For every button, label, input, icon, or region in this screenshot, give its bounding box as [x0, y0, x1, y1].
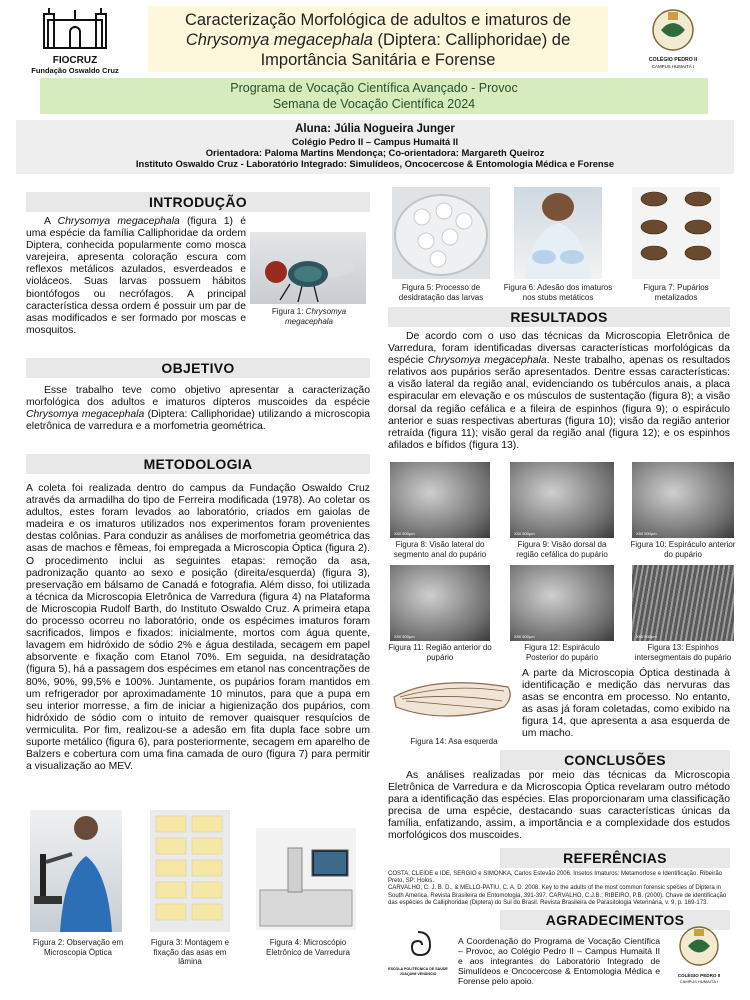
cp-logo-campus: CAMPUS HUMAITÁ I	[651, 64, 695, 69]
method-heading: METODOLOGIA	[26, 454, 370, 474]
fig8-caption: Figura 8: Visão lateral do segmento anal do pupário	[393, 540, 487, 559]
fig7-caption: Figura 7: Pupários metalizados	[643, 283, 709, 302]
method-text: A coleta foi realizada dentro do campus da Fundação Oswaldo Cruz através da armadilha do tipo de Ferreira modificada (1978). Ao coletar os adultos, estes foram levados ao laboratório, criados em gaiolas de madeira e os imaturos utilizados nos experimentos foram provenientes destas colônias. Para conduzir as análises de morfometria geométrica das asas de machos e fêmeas, foi empregada a Microscopia Óptica (figura 2). O procedimento inclui as seguintes etapas: remoção da asa, padronização quanto ao sexo e posição (direita/esquerda) (figura 3), preservação em bálsamo de Canadá e fotografia. Além disso, foi utilizada a técnica da Microscopia Eletrônica de Varredura (figura 4) na Plataforma de Microscopia Rudolf Barth, do Instituto Oswaldo Cruz. A primeira etapa do processo ocorreu no laboratório, onde os espécimes imaturos foram sacrificados, limpos e fixados: inicialmente, mortos com água quente, lavagem em hidróxido de sódio 2% e água destilada, secagem em papel absorvente e fixação com Etanol 70%. Em seguida, na desidratação (figura 5), há a passagem dos espécimes em etanol nas concentrações de 80%, 90%, 99,5% e 100%. Juntamente, os pupários foram mantidos em um refrigerador por aproximadamente 10 minutos, para que a pupa em seu interior morresse, a fim de iniciar a higienização dos pupários, com hidróxido de sódio com o intuito de remover quaisquer resquícios de vermiculita. Por fim, realizou-se a adesão em fita dupla face sobre um suporte metálico (figura 6), para posteriormente, secagem em aparelho de Balzers e cobertura com uma fina camada de ouro (figura 7) para permitir a visualização ao MEV.	[26, 483, 370, 773]
fig13-sem-image	[632, 565, 734, 641]
fig10-sem-image	[632, 462, 734, 538]
references-heading: REFERÊNCIAS	[500, 848, 730, 868]
gloved-hands-icon	[514, 187, 602, 279]
petri-dish-icon	[392, 187, 490, 279]
fig10-scale: X50 500μm	[636, 531, 657, 536]
fig7-puparia-photo	[632, 187, 720, 279]
fig11-scale: X50 500μm	[394, 634, 415, 639]
fig8-sem-image	[390, 462, 490, 538]
fig1-caption	[254, 307, 364, 326]
fig9-scale: X50 500μm	[514, 531, 535, 536]
advisors: Orientadora: Paloma Martins Mendonça; Co-orientadora: Margareth Queiroz	[205, 147, 545, 158]
fig1-caption-prefix: Figura 1:	[271, 307, 306, 316]
fig11-caption: Figura 11: Região anterior do pupário	[388, 643, 492, 662]
crest-icon	[647, 6, 699, 52]
colegio-pedro-logo-bottom	[668, 924, 730, 984]
epsjv-line-2: JOAQUIM VENÂNCIO	[399, 972, 437, 976]
fig14-caption: Figura 14: Asa esquerda	[410, 737, 498, 746]
person-microscope-icon	[30, 810, 122, 932]
author-block	[16, 120, 734, 174]
fig6-adhesion-photo	[514, 187, 602, 279]
fig4-sem-photo	[256, 828, 356, 930]
references-list	[388, 871, 730, 907]
crest-icon	[676, 924, 722, 968]
spiral-icon	[401, 928, 435, 962]
fig11-sem-image	[390, 565, 490, 641]
institute: Instituto Oswaldo Cruz - Laboratório Integrado: Simulídeos, Oncocercose & Entomologia Médica e Forense	[135, 158, 615, 169]
intro-text-a: A	[44, 216, 58, 227]
results-species: Chrysomya megacephala	[427, 355, 547, 367]
reference-2: CARVALHO, C. J. B. D., & MELLO-PATIU, C. A. D. 2008. Key to the adults of the most common forensic species of Diptera in South America. Revista Brasileira de Entomologia, 391-397. CARVALHO, C.J.B.; RIBEIRO, P.B. (2000). Chave de identificação das espécies de Calliphoridae (Diptera) do Sul do Brasil. Revista Brasileira de Parasitologia Veterinária, v. 9, p. 169-173.	[388, 885, 727, 906]
title-line-3: Importância Sanitária e Forense	[260, 51, 496, 69]
intro-heading: INTRODUÇÃO	[26, 192, 370, 212]
fig14-wing-photo	[390, 667, 516, 733]
title-species: Chrysomya megacephala	[185, 31, 373, 49]
colegio-pedro-logo	[640, 6, 706, 76]
cp-bottom-campus: CAMPUS HUMAITÁ I	[679, 979, 719, 984]
sem-machine-icon	[256, 828, 356, 930]
program-line-1: Programa de Vocação Científica Avançado - Provoc	[230, 81, 518, 95]
fig4-caption: Figura 4: Microscópio Eletrônico de Varredura	[266, 938, 350, 957]
fig12-scale: X50 500μm	[514, 634, 535, 639]
objective-text-a: Esse trabalho teve como objetivo apresentar a caracterização morfológica dos adultos e imaturos dípteros muscoides da espécie	[26, 385, 370, 409]
results-heading: RESULTADOS	[388, 307, 730, 327]
fig3-caption: Figura 3: Montagem e fixação das asas em lâmina	[150, 938, 230, 966]
epsjv-logo	[386, 928, 450, 977]
intro-species: Chrysomya megacephala	[57, 216, 180, 227]
objective-text	[26, 385, 370, 433]
program-banner	[40, 78, 708, 114]
fiocruz-subtitle: Fundação Oswaldo Cruz	[31, 66, 119, 75]
fig13-scale: X50 500μm	[636, 634, 657, 639]
fig12-caption: Figura 12: Espiráculo Posterior do pupário	[524, 643, 600, 662]
fig1-fly-photo	[250, 232, 366, 304]
reference-1: COSTA, CLEIDE e IDE, SERGIO e SIMONKA, Carlos Estevão 2006. Insetos Imaturos: Metamorfose e Identificação. Ribeirão Preto, SP: Holos.	[388, 871, 723, 885]
thanks-text: A Coordenação do Programa de Vocação Científica – Provoc, ao Colégio Pedro II – Campus Humaitá II e aos integrantes do Laboratório Integrado de Simulídeos e Oncocercose & Entomologia Médica e Forense pelo apoio.	[458, 936, 660, 987]
objective-species: Chrysomya megacephala	[26, 409, 145, 421]
cp-logo-name: COLÉGIO PEDRO II	[648, 57, 698, 63]
intro-text-b: (figura 1) é uma espécie da família Calliphoridae da ordem Diptera, conhecida popularmente como mosca varejeira, apresenta coloração escura com reflexos metálicos azulados, esverdeados e violáceos. Suas larvas possuem hábitos biontófogos ou necrófagos. A principal característica dessa ordem é possuir um par de asas modificados e ser formado por moscas e mosquitos.	[26, 216, 246, 336]
title-line-2	[148, 30, 608, 50]
fly-icon	[250, 232, 366, 304]
fig2-microscope-photo	[30, 810, 122, 932]
fig5-dehydration-photo	[392, 187, 490, 279]
school-name: Colégio Pedro II – Campus Humaitá II	[291, 136, 459, 147]
title-line-1: Caracterização Morfológica de adultos e imaturos de	[184, 11, 572, 29]
slides-grid-icon	[150, 810, 230, 932]
epsjv-line-1: ESCOLA POLITÉCNICA DE SAÚDE	[388, 967, 448, 971]
fig10-caption: Figura 10: Espiráculo anterior do pupário	[630, 540, 736, 559]
title-line-2-rest: (Diptera: Calliphoridae) de	[372, 31, 571, 49]
program-line-2: Semana de Vocação Científica 2024	[272, 97, 476, 111]
fig2-caption: Figura 2: Observação em Microscopia Óptica	[32, 938, 124, 957]
fig12-sem-image	[510, 565, 614, 641]
results-text-a: De acordo com o uso das técnicas da Microscopia Eletrônica de Varredura, foram identificadas diversas características morfológicas da espécie	[388, 331, 730, 367]
fiocruz-logo	[30, 6, 120, 75]
cp-bottom-name: COLÉGIO PEDRO II	[677, 973, 721, 978]
thanks-heading: AGRADECIMENTOS	[500, 910, 730, 930]
conclusions-text: As análises realizadas por meio das técnicas da Microscopia Eletrônica de Varredura e da Microscopia Óptica revelaram outro método para a identificação das espécies. Elas proporcionaram uma classificação precisa de uma espécie, destacando suas características únicas da família, enfatizando, assim, a importância e a complexidade dos estudos morfológicos dos muscoides.	[388, 770, 730, 842]
fig6-caption: Figura 6: Adesão dos imaturos nos stubs metáticos	[503, 283, 613, 302]
results-text-b: . Neste trabalho, apenas os resultados relativos aos pupários serão apresentados. Dentre essas características: a visão lateral da região anal, evidenciando os tubérculos anais, a placa espiracular em elevação e os músculos de sustentação (figura 8); a visão dorsal da região cefálica e a fileira de espinhos (figura 9); o espiráculo anterior e suas respectivas aberturas (figura 10); visão da região anterior retraída (figura 11); visão geral da região anal (figura 12); e os espinhos afilados e bífidos (figura 13).	[388, 355, 731, 451]
fig9-caption: Figura 9: Visão dorsal da região cefálica do pupário	[516, 540, 608, 559]
conclusions-heading: CONCLUSÕES	[500, 750, 730, 770]
fiocruz-name: FIOCRUZ	[52, 55, 98, 66]
fig9-sem-image	[510, 462, 614, 538]
objective-heading: OBJETIVO	[26, 358, 370, 378]
wing-icon	[390, 667, 516, 733]
fig3-slides-photo	[150, 810, 230, 932]
fig8-scale: X50 500μm	[394, 531, 415, 536]
results-text	[388, 331, 730, 452]
objective-text-b: (Diptera: Calliphoridae) utilizando a microscopia eletrônica de varredura e a morfometria geométrica.	[26, 409, 370, 433]
fig13-caption: Figura 13: Espinhos intersegmentais do pupário	[634, 643, 732, 662]
fig1-caption-species: Chrysomya megacephala	[284, 307, 347, 326]
wing-text: A parte da Microscopia Óptica destinada à identificação e medição das nervuras das asas se encontra em processo. No entanto, as asas já foram coletadas, como exibido na figura 14, que apresenta a asa esquerda de um macho.	[522, 668, 730, 740]
poster-title	[148, 6, 608, 72]
student-name: Aluna: Júlia Nogueira Junger	[295, 123, 455, 135]
intro-text	[26, 216, 246, 337]
castle-icon	[40, 6, 110, 50]
puparia-grid-icon	[632, 187, 720, 279]
fig5-caption: Figura 5: Processo de desidratação das larvas	[398, 283, 484, 302]
